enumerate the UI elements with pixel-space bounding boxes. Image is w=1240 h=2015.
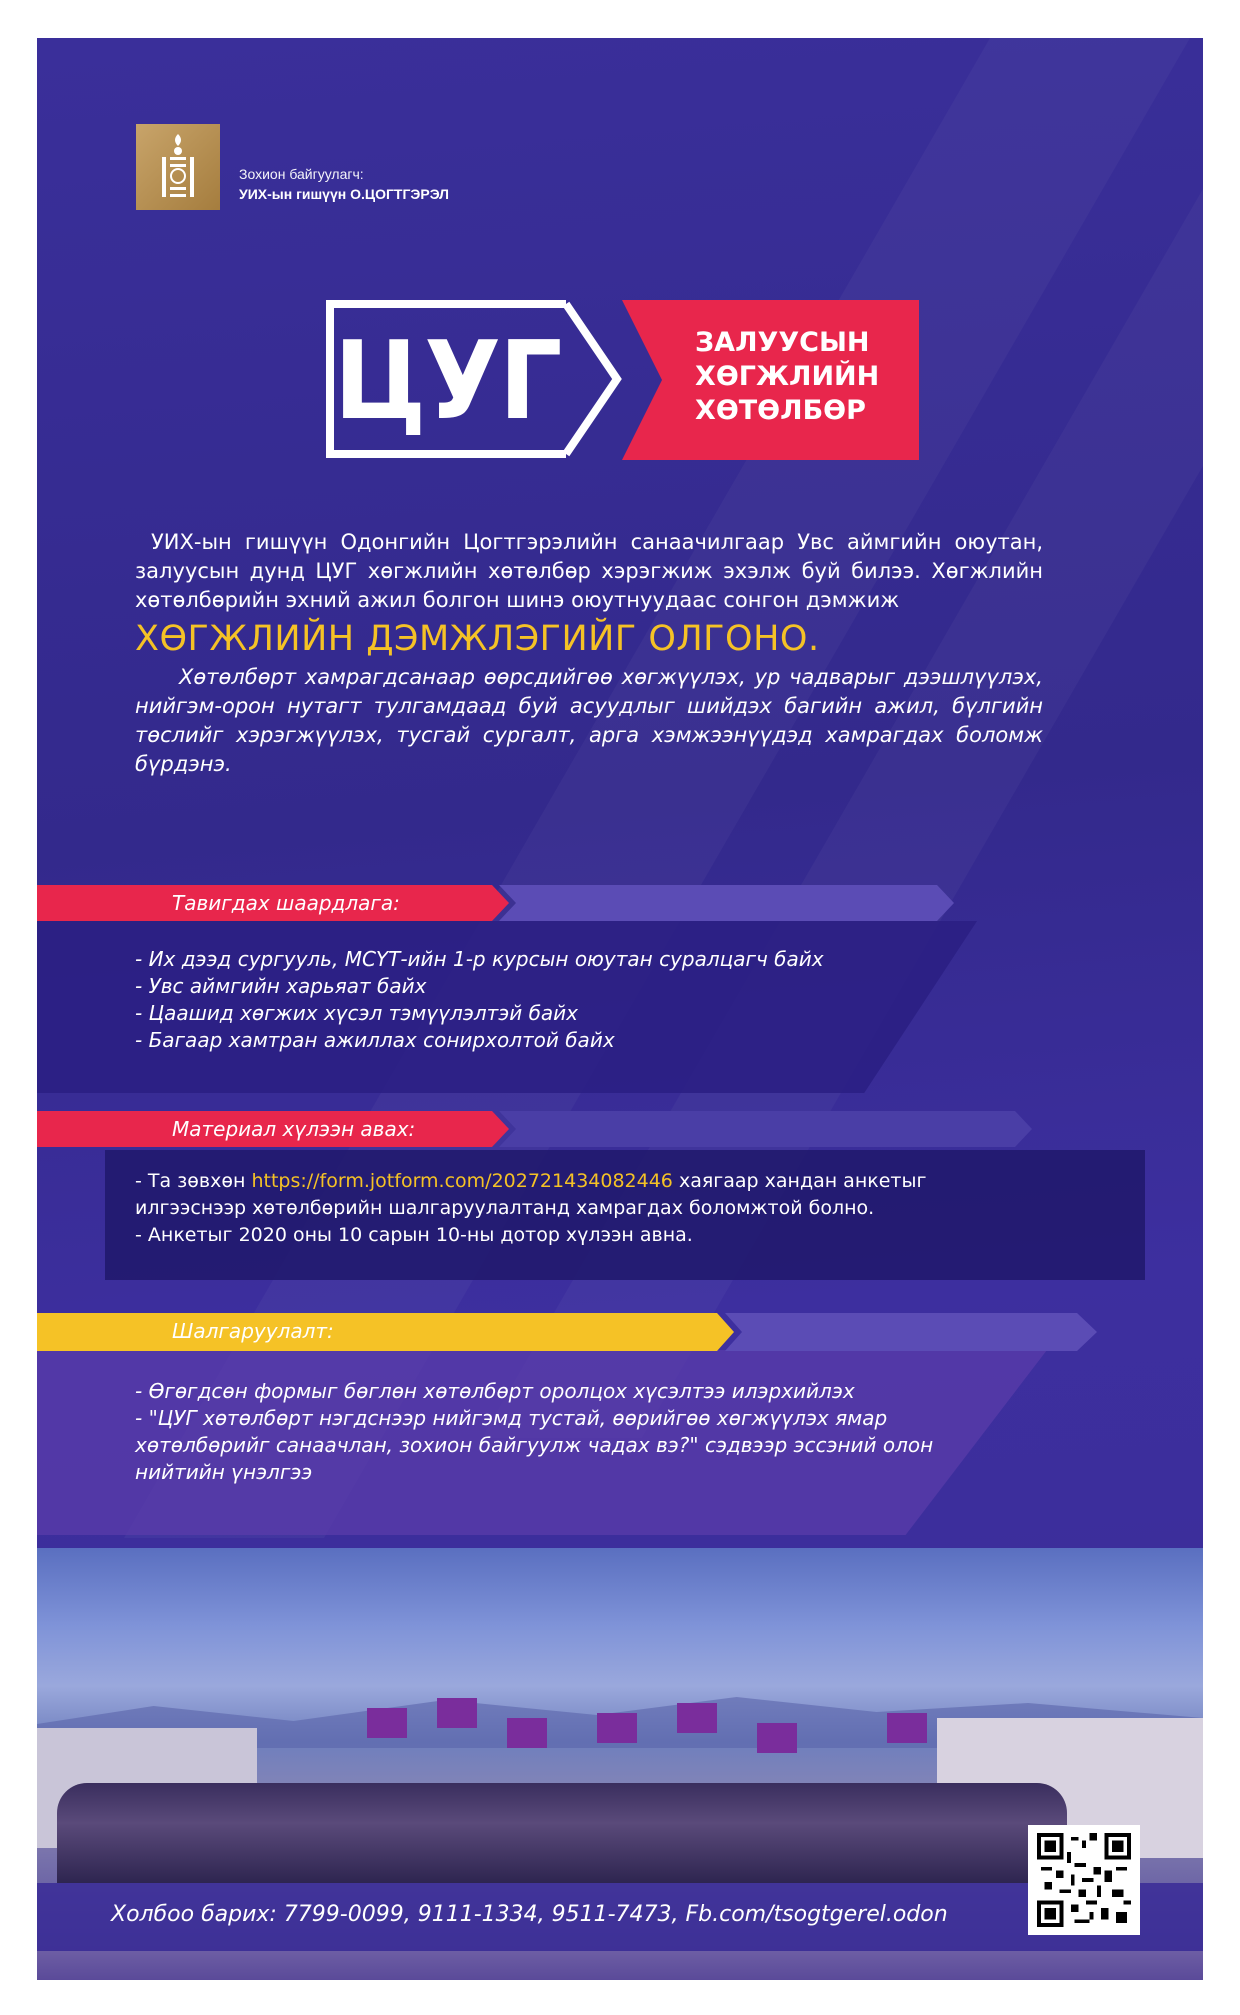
materials-line: - Анкетыг 2020 оны 10 сарын 10-ны дотор хүлээн авна. — [135, 1224, 693, 1246]
requirements-list — [135, 946, 824, 1054]
tagline-line: ЗАЛУУСЫН — [695, 327, 870, 358]
crowd — [57, 1783, 1067, 1883]
materials-line — [135, 1168, 926, 1195]
soyombo-emblem-icon — [136, 124, 220, 210]
flag — [507, 1718, 547, 1748]
materials-line: илгээснээр хөтөлбөрийн шалгаруулалтанд хамрагдах боломжтой болно. — [135, 1197, 875, 1219]
flag — [757, 1723, 797, 1753]
requirements-header — [37, 885, 957, 921]
list-item: - Их дээд сургууль, МСҮТ-ийн 1-р курсын оюутан суралцагч байх — [135, 947, 824, 971]
list-item: - Увс аймгийн харьяат байх — [135, 974, 427, 998]
materials-header — [37, 1111, 1037, 1147]
form-link[interactable]: https://form.jotform.com/202721434082446 — [251, 1170, 673, 1192]
flag — [437, 1698, 477, 1728]
list-item: - "ЦУГ хөтөлбөрт нэгдснээр нийгэмд тустай, өөрийгөө хөгжүүлэх ямар хөтөлбөрийг санаачлан, зохион байгуулж чадах вэ?" сэдвээр эссэний олон нийтийн үнэлгээ — [135, 1406, 934, 1484]
slogan: ХӨГЖЛИЙН ДЭМЖЛЭГИЙГ ОЛГОНО. — [135, 619, 820, 659]
materials-text — [135, 1168, 926, 1249]
qr-code-icon — [1036, 1833, 1132, 1927]
list-item: - Цаашид хөгжих хүсэл тэмүүлэлтэй байх — [135, 1001, 579, 1025]
list-item: - Багаар хамтран ажиллах сонирхолтой байх — [135, 1028, 615, 1052]
organizer-name: УИХ-ын гишүүн О.ЦОГТГЭРЭЛ — [239, 186, 449, 202]
materials-prefix: - Та зөвхөн — [135, 1170, 252, 1192]
flag — [367, 1708, 407, 1738]
contact-text: Холбоо барих: 7799-0099, 9111-1334, 9511-7473, Fb.com/tsogtgerel.odon — [111, 1902, 948, 1927]
organizer-block — [239, 166, 449, 202]
materials-suffix: хаягаар хандан анкетыг — [672, 1170, 927, 1192]
intro-paragraph: Хөтөлбөрт хамрагдсанаар өөрсдийгөө хөгжүүлэх, ур чадварыг дээшлүүлэх, нийгэм-орон нутагт тулгамдаад буй асуудлыг шийдэх багийн ажил, бүлгийн төслийг хэрэгжүүлэх, тусгай сургалт, арга хэмжээнүүдэд хамрагдах боломж бүрдэнэ. — [135, 665, 1043, 776]
brand-word: ЦУГ — [334, 319, 561, 444]
brand-tagline — [695, 326, 879, 428]
organizer-label: Зохион байгуулагч: — [239, 166, 364, 182]
requirements-title: Тавигдах шаардлага: — [172, 891, 400, 915]
tagline-line: ХӨГЖЛИЙН — [695, 361, 880, 392]
selection-header — [37, 1313, 1107, 1349]
poster — [37, 38, 1203, 1980]
flag — [677, 1703, 717, 1733]
flag — [597, 1713, 637, 1743]
materials-title: Материал хүлээн авах: — [172, 1117, 416, 1141]
intro-paragraph: УИХ-ын гишүүн Одонгийн Цогтгэрэлийн санаачилгаар Увс аймгийн оюутан, залуусын дунд ЦУГ хөгжлийн хөтөлбөр хэрэгжиж эхэлж буй билээ. Хөгжлийн хөтөлбөрийн эхний ажил болгон шинэ оюутнуудаас сонгон дэмжиж — [135, 530, 1043, 612]
qr-code[interactable] — [1028, 1825, 1140, 1935]
list-item: - Өгөгдсөн формыг бөглөн хөтөлбөрт оролцох хүсэлтээ илэрхийлэх — [135, 1379, 855, 1403]
selection-title: Шалгаруулалт: — [172, 1319, 334, 1343]
intro-text — [135, 528, 1043, 779]
flag — [887, 1713, 927, 1743]
selection-list — [135, 1378, 1015, 1486]
tagline-line: ХӨТӨЛБӨР — [695, 395, 866, 426]
